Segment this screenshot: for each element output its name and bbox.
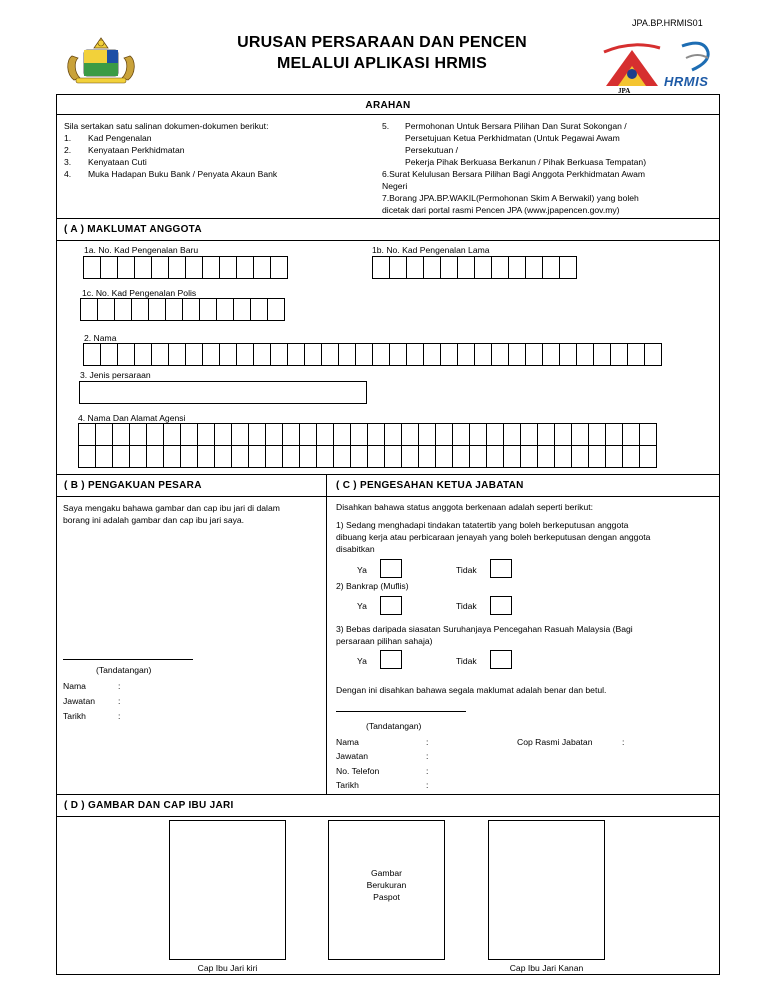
ic-police-label: 1c. No. Kad Pengenalan Polis <box>82 288 197 298</box>
q2-yes-checkbox[interactable] <box>380 596 402 615</box>
arahan-item-4: Muka Hadapan Buku Bank / Penyata Akaun Bank <box>88 169 278 179</box>
photo-label-line3: Paspot <box>373 892 400 902</box>
char-box[interactable] <box>576 343 594 366</box>
char-box[interactable] <box>267 298 285 321</box>
arahan-item-3-num: 3. <box>64 157 72 167</box>
char-box[interactable] <box>270 256 288 279</box>
char-box[interactable] <box>469 445 487 468</box>
char-box[interactable] <box>163 423 181 446</box>
char-box[interactable] <box>622 423 640 446</box>
section-b-heading: ( B ) PENGAKUAN PESARA <box>64 480 202 491</box>
char-box[interactable] <box>131 298 149 321</box>
section-a-heading: ( A ) MAKLUMAT ANGGOTA <box>64 224 202 235</box>
right-thumb-label: Cap Ibu Jari Kanan <box>509 963 584 973</box>
pesara-tarikh-label: Tarikh <box>63 711 86 721</box>
q3-no-label: Tidak <box>456 656 477 666</box>
char-box[interactable] <box>321 343 339 366</box>
pesara-jawatan-label: Jawatan <box>63 696 96 706</box>
char-box[interactable] <box>537 445 555 468</box>
q1-yes-label: Ya <box>357 565 367 575</box>
char-box[interactable] <box>134 343 152 366</box>
char-box[interactable] <box>537 423 555 446</box>
ic-new-boxes[interactable] <box>83 256 288 279</box>
q2-no-label: Tidak <box>456 601 477 611</box>
ketua-signature-label: (Tandatangan) <box>366 721 422 731</box>
char-box[interactable] <box>333 445 351 468</box>
char-box[interactable] <box>406 343 424 366</box>
char-box[interactable] <box>503 445 521 468</box>
q2-text: 2) Bankrap (Muflis) <box>336 581 409 591</box>
char-box[interactable] <box>350 445 368 468</box>
char-box[interactable] <box>503 423 521 446</box>
ketua-jawatan-label: Jawatan <box>336 751 369 761</box>
char-box[interactable] <box>508 343 526 366</box>
ketua-telefon-sep: : <box>426 766 429 776</box>
char-box[interactable] <box>253 343 271 366</box>
arahan-item-5-line4: Pekerja Pihak Berkuasa Berkanun / Pihak Berkuasa Tempatan) <box>405 157 647 167</box>
char-box[interactable] <box>216 298 234 321</box>
char-box[interactable] <box>265 423 283 446</box>
char-box[interactable] <box>185 343 203 366</box>
agency-boxes-row2[interactable] <box>78 445 657 468</box>
char-box[interactable] <box>588 423 606 446</box>
name-boxes[interactable] <box>83 343 662 366</box>
char-box[interactable] <box>231 445 249 468</box>
char-box[interactable] <box>440 343 458 366</box>
char-box[interactable] <box>236 343 254 366</box>
page-title-line1: URUSAN PERSARAAN DAN PENCEN <box>237 34 527 51</box>
char-box[interactable] <box>367 423 385 446</box>
q2-yes-label: Ya <box>357 601 367 611</box>
arahan-item-5-num: 5. <box>382 121 390 131</box>
divider <box>56 218 720 219</box>
char-box[interactable] <box>372 343 390 366</box>
column-divider <box>326 474 327 794</box>
hrmis-logo-text: HRMIS <box>664 74 709 89</box>
char-box[interactable] <box>627 343 645 366</box>
arahan-item-2-num: 2. <box>64 145 72 155</box>
char-box[interactable] <box>474 343 492 366</box>
char-box[interactable] <box>338 343 356 366</box>
char-box[interactable] <box>270 343 288 366</box>
agency-label: 4. Nama Dan Alamat Agensi <box>78 413 186 423</box>
stamp-label: Cop Rasmi Jabatan <box>517 737 593 747</box>
char-box[interactable] <box>83 343 101 366</box>
char-box[interactable] <box>469 423 487 446</box>
agency-boxes-row1[interactable] <box>78 423 657 446</box>
ketua-telefon-label: No. Telefon <box>336 766 380 776</box>
char-box[interactable] <box>112 423 130 446</box>
char-box[interactable] <box>525 256 543 279</box>
ketua-nama-sep: : <box>426 737 429 747</box>
pesara-signature-line[interactable] <box>63 659 193 660</box>
malaysia-coat-of-arms-logo <box>62 34 140 86</box>
arahan-heading: ARAHAN <box>365 100 411 111</box>
left-thumbprint-box[interactable] <box>169 820 286 960</box>
char-box[interactable] <box>384 423 402 446</box>
char-box[interactable] <box>182 298 200 321</box>
char-box[interactable] <box>316 445 334 468</box>
char-box[interactable] <box>622 445 640 468</box>
char-box[interactable] <box>316 423 334 446</box>
char-box[interactable] <box>248 423 266 446</box>
arahan-item-1: Kad Pengenalan <box>88 133 152 143</box>
char-box[interactable] <box>508 256 526 279</box>
q1-yes-checkbox[interactable] <box>380 559 402 578</box>
q1-line3: disabitkan <box>336 544 375 554</box>
divider <box>56 240 720 241</box>
char-box[interactable] <box>486 423 504 446</box>
char-box[interactable] <box>639 445 657 468</box>
char-box[interactable] <box>250 298 268 321</box>
q1-no-label: Tidak <box>456 565 477 575</box>
page-title-line2: MELALUI APLIKASI HRMIS <box>276 55 488 72</box>
char-box[interactable] <box>287 343 305 366</box>
confirm-text: Dengan ini disahkan bahawa segala maklumat adalah benar dan betul. <box>336 685 607 695</box>
char-box[interactable] <box>146 423 164 446</box>
char-box[interactable] <box>151 343 169 366</box>
char-box[interactable] <box>435 445 453 468</box>
char-box[interactable] <box>520 423 538 446</box>
char-box[interactable] <box>165 298 183 321</box>
arahan-item-2: Kenyataan Perkhidmatan <box>88 145 185 155</box>
arahan-item-1-num: 1. <box>64 133 72 143</box>
char-box[interactable] <box>202 256 220 279</box>
char-box[interactable] <box>389 343 407 366</box>
q3-line2: persaraan pilihan sahaja) <box>336 636 433 646</box>
char-box[interactable] <box>452 423 470 446</box>
arahan-item-6-line2: Negeri <box>382 181 408 191</box>
char-box[interactable] <box>401 423 419 446</box>
arahan-item-7-line1: 7.Borang JPA.BP.WAKIL(Permohonan Skim A Berwakil) yang boleh <box>382 193 639 203</box>
char-box[interactable] <box>401 445 419 468</box>
char-box[interactable] <box>571 423 589 446</box>
char-box[interactable] <box>457 343 475 366</box>
char-box[interactable] <box>440 256 458 279</box>
ketua-jawatan-sep: : <box>426 751 429 761</box>
char-box[interactable] <box>231 423 249 446</box>
char-box[interactable] <box>554 445 572 468</box>
char-box[interactable] <box>233 298 251 321</box>
arahan-item-5-line2: Persetujuan Ketua Perkhidmatan (Untuk Pegawai Awam <box>405 133 620 143</box>
char-box[interactable] <box>304 343 322 366</box>
declaration-line1: Saya mengaku bahawa gambar dan cap ibu jari di dalam <box>63 503 280 513</box>
char-box[interactable] <box>423 343 441 366</box>
section-d-heading: ( D ) GAMBAR DAN CAP IBU JARI <box>64 800 234 811</box>
char-box[interactable] <box>95 445 113 468</box>
char-box[interactable] <box>418 445 436 468</box>
ic-police-boxes[interactable] <box>80 298 285 321</box>
name-label: 2. Nama <box>84 333 117 343</box>
ic-old-label: 1b. No. Kad Pengenalan Lama <box>372 245 490 255</box>
right-thumbprint-box[interactable] <box>488 820 605 960</box>
char-box[interactable] <box>80 298 98 321</box>
char-box[interactable] <box>214 423 232 446</box>
divider <box>56 114 720 115</box>
arahan-item-5-line1: Permohonan Untuk Bersara Pilihan Dan Surat Sokongan / <box>405 121 627 131</box>
char-box[interactable] <box>219 256 237 279</box>
photo-label-line2: Berukuran <box>366 880 407 890</box>
char-box[interactable] <box>418 423 436 446</box>
char-box[interactable] <box>610 343 628 366</box>
arahan-intro: Sila sertakan satu salinan dokumen-dokumen berikut: <box>64 121 269 131</box>
char-box[interactable] <box>593 343 611 366</box>
char-box[interactable] <box>78 423 96 446</box>
char-box[interactable] <box>367 445 385 468</box>
char-box[interactable] <box>282 423 300 446</box>
char-box[interactable] <box>112 445 130 468</box>
ketua-signature-line[interactable] <box>336 711 466 712</box>
char-box[interactable] <box>554 423 572 446</box>
char-box[interactable] <box>605 445 623 468</box>
divider <box>56 816 720 817</box>
char-box[interactable] <box>129 423 147 446</box>
q3-yes-checkbox[interactable] <box>380 650 402 669</box>
section-c-heading: ( C ) PENGESAHAN KETUA JABATAN <box>336 480 524 491</box>
char-box[interactable] <box>384 445 402 468</box>
char-box[interactable] <box>435 423 453 446</box>
char-box[interactable] <box>423 256 441 279</box>
char-box[interactable] <box>559 256 577 279</box>
ketua-nama-label: Nama <box>336 737 359 747</box>
char-box[interactable] <box>253 256 271 279</box>
pesara-tarikh-sep: : <box>118 711 121 721</box>
arahan-item-6-line1: 6.Surat Kelulusan Bersara Pilihan Bagi Anggota Perkhidmatan Awam <box>382 169 646 179</box>
char-box[interactable] <box>95 423 113 446</box>
char-box[interactable] <box>117 343 135 366</box>
char-box[interactable] <box>168 256 186 279</box>
pesara-nama-label: Nama <box>63 681 86 691</box>
char-box[interactable] <box>199 298 217 321</box>
declaration-line2: borang ini adalah gambar dan cap ibu jari saya. <box>63 515 245 525</box>
char-box[interactable] <box>163 445 181 468</box>
ketua-tarikh-sep: : <box>426 780 429 790</box>
q3-yes-label: Ya <box>357 656 367 666</box>
char-box[interactable] <box>148 298 166 321</box>
char-box[interactable] <box>129 445 147 468</box>
char-box[interactable] <box>389 256 407 279</box>
char-box[interactable] <box>197 445 215 468</box>
char-box[interactable] <box>372 256 390 279</box>
char-box[interactable] <box>491 256 509 279</box>
char-box[interactable] <box>542 256 560 279</box>
divider <box>56 794 720 795</box>
arahan-item-7-line2: dicetak dari portal rasmi Pencen JPA (www.jpapencen.gov.my) <box>382 205 620 215</box>
char-box[interactable] <box>355 343 373 366</box>
char-box[interactable] <box>299 423 317 446</box>
q1-line1: 1) Sedang menghadapi tindakan tatatertib yang boleh berkeputusan anggota <box>336 520 629 530</box>
ic-new-label: 1a. No. Kad Pengenalan Baru <box>84 245 199 255</box>
char-box[interactable] <box>100 256 118 279</box>
form-code: JPA.BP.HRMIS01 <box>632 18 703 28</box>
char-box[interactable] <box>639 423 657 446</box>
char-box[interactable] <box>83 256 101 279</box>
q1-line2: dibuang kerja atau perbicaraan jenayah yang boleh berkeputusan dengan anggota <box>336 532 651 542</box>
char-box[interactable] <box>100 343 118 366</box>
q3-no-checkbox[interactable] <box>490 650 512 669</box>
pesara-signature-label: (Tandatangan) <box>96 665 152 675</box>
char-box[interactable] <box>457 256 475 279</box>
char-box[interactable] <box>185 256 203 279</box>
char-box[interactable] <box>168 343 186 366</box>
char-box[interactable] <box>134 256 152 279</box>
char-box[interactable] <box>452 445 470 468</box>
char-box[interactable] <box>151 256 169 279</box>
retire-type-label: 3. Jenis persaraan <box>80 370 151 380</box>
pesara-nama-sep: : <box>118 681 121 691</box>
arahan-item-4-num: 4. <box>64 169 72 179</box>
ketua-tarikh-label: Tarikh <box>336 780 359 790</box>
char-box[interactable] <box>542 343 560 366</box>
char-box[interactable] <box>299 445 317 468</box>
jpa-logo <box>600 40 664 98</box>
char-box[interactable] <box>197 423 215 446</box>
jpa-logo-text: JPA <box>618 87 631 95</box>
char-box[interactable] <box>248 445 266 468</box>
photo-label-line1: Gambar <box>370 868 403 878</box>
ic-old-boxes[interactable] <box>372 256 577 279</box>
stamp-sep: : <box>622 737 625 747</box>
char-box[interactable] <box>491 343 509 366</box>
retire-type-field[interactable] <box>79 381 367 404</box>
c-intro: Disahkan bahawa status anggota berkenaan adalah seperti berikut: <box>336 502 594 512</box>
char-box[interactable] <box>333 423 351 446</box>
char-box[interactable] <box>180 423 198 446</box>
char-box[interactable] <box>406 256 424 279</box>
char-box[interactable] <box>571 445 589 468</box>
char-box[interactable] <box>180 445 198 468</box>
char-box[interactable] <box>114 298 132 321</box>
left-thumb-label: Cap Ibu Jari kiri <box>197 963 258 973</box>
char-box[interactable] <box>520 445 538 468</box>
char-box[interactable] <box>525 343 543 366</box>
char-box[interactable] <box>214 445 232 468</box>
char-box[interactable] <box>265 445 283 468</box>
divider <box>56 496 720 497</box>
char-box[interactable] <box>146 445 164 468</box>
char-box[interactable] <box>282 445 300 468</box>
char-box[interactable] <box>350 423 368 446</box>
char-box[interactable] <box>97 298 115 321</box>
q2-no-checkbox[interactable] <box>490 596 512 615</box>
char-box[interactable] <box>559 343 577 366</box>
arahan-item-3: Kenyataan Cuti <box>88 157 147 167</box>
char-box[interactable] <box>605 423 623 446</box>
hrmis-logo <box>664 40 726 92</box>
arahan-item-5-line3: Persekutuan / <box>405 145 459 155</box>
char-box[interactable] <box>236 256 254 279</box>
char-box[interactable] <box>644 343 662 366</box>
divider <box>56 474 720 475</box>
char-box[interactable] <box>486 445 504 468</box>
char-box[interactable] <box>78 445 96 468</box>
char-box[interactable] <box>474 256 492 279</box>
char-box[interactable] <box>588 445 606 468</box>
char-box[interactable] <box>219 343 237 366</box>
char-box[interactable] <box>117 256 135 279</box>
char-box[interactable] <box>202 343 220 366</box>
q3-line1: 3) Bebas daripada siasatan Suruhanjaya Pencegahan Rasuah Malaysia (Bagi <box>336 624 633 634</box>
pesara-jawatan-sep: : <box>118 696 121 706</box>
q1-no-checkbox[interactable] <box>490 559 512 578</box>
